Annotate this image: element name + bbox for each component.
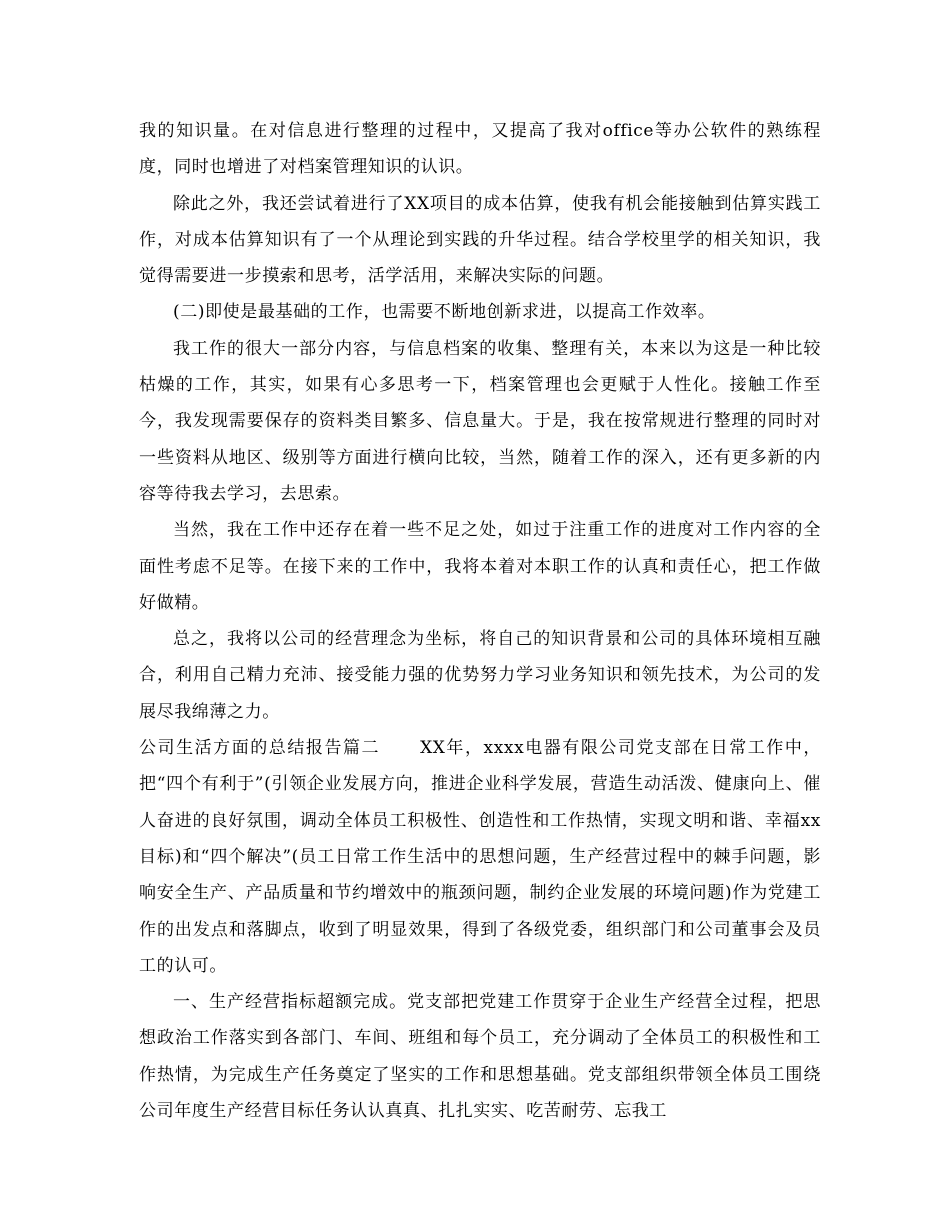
paragraph-1: 我的知识量。在对信息进行整理的过程中，又提高了我对office等办公软件的熟练程度，同时也增进了对档案管理知识的认识。 (139, 121, 821, 178)
section-body: XX年，xxxx电器有限公司党支部在日常工作中，把“四个有利于”(引领企业发展方向，推进企业科学发展，营造生动活泼、健康向上、催人奋进的良好氛围，调动全体员工积极性、创造性和工作热情，实现文明和谐、幸福xx目标)和“四个解决”(员工日常工作生活中的思想问题，生产经营过程中的棘手问题，影响安全生产、产品质量和节约增效中的瓶颈问题，制约企业发展的环境问题)作为党建工作的出发点和落脚点，收到了明显效果，得到了各级党委，组织部门和公司董事会及员工的认可。 (139, 738, 821, 976)
paragraph-4: 我工作的很大一部分内容，与信息档案的收集、整理有关，本来以为这是一种比较枯燥的工作，其实，如果有心多思考一下，档案管理也会更赋于人性化。接触工作至今，我发现需要保存的资料类目繁多、信息量大。于是，我在按常规进行整理的同时对一些资料从地区、级别等方面进行横向比较，当然，随着工作的深入，还有更多新的内容等待我去学习，去思索。 (139, 338, 821, 504)
section-title: 公司生活方面的总结报告篇二 (139, 738, 381, 759)
section-paragraph (139, 730, 821, 984)
document-body (139, 113, 821, 1129)
paragraph-final: 一、生产经营指标超额完成。党支部把党建工作贯穿于企业生产经营全过程，把思想政治工作落实到各部门、车间、班组和每个员工，充分调动了全体员工的积极性和工作热情，为完成生产任务奠定了坚实的工作和思想基础。党支部组织带领全体员工围绕公司年度生产经营目标任务认认真真、扎扎实实、吃苦耐劳、忘我工 (139, 992, 821, 1122)
paragraph-3: (二)即使是最基础的工作，也需要不断地创新求进，以提高工作效率。 (173, 302, 716, 323)
paragraph-6: 总之，我将以公司的经营理念为坐标，将自己的知识背景和公司的具体环境相互融合，利用自己精力充沛、接受能力强的优势努力学习业务知识和领先技术，为公司的发展尽我绵薄之力。 (139, 629, 821, 722)
paragraph-5: 当然，我在工作中还存在着一些不足之处，如过于注重工作的进度对工作内容的全面性考虑不足等。在接下来的工作中，我将本着对本职工作的认真和责任心，把工作做好做精。 (139, 520, 821, 613)
paragraph-2: 除此之外，我还尝试着进行了XX项目的成本估算，使我有机会能接触到估算实践工作，对成本估算知识有了一个从理论到实践的升华过程。结合学校里学的相关知识，我觉得需要进一步摸索和思考，活学活用，来解决实际的问题。 (139, 193, 821, 287)
